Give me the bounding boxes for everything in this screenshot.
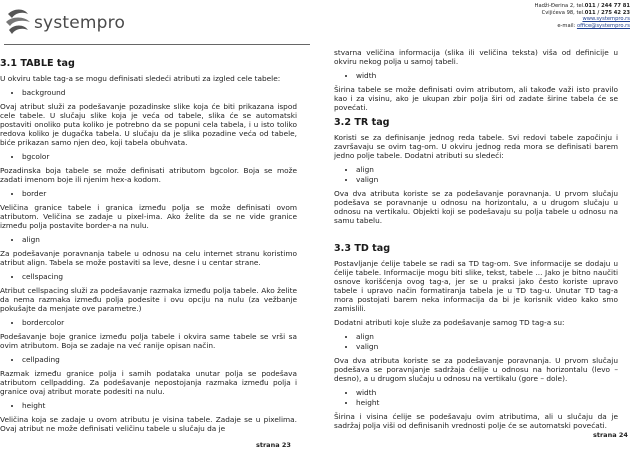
attribute-description: Ovaj atribut služi za podešavanje pozadinske slike koja će biti prikazana ispod cele tabele. U slučaju slike koja je veća od tabele, slika će se automatski postaviti onoliko puta koliko je potrebno da se popuni cela tabela, i u isto toliko redova koliko je dugačka tabela. U slučaju da je slika pozadine veća od tabele, biće prikazan samo njen deo, koji tabela obuhvata. <box>0 102 297 147</box>
email-line[interactable]: e-mail: office@systempro.rs <box>557 22 630 29</box>
attribute-list <box>334 332 618 351</box>
td-alignment-description: Ova dva atributa koriste se za podešavanje poravnanja. U prvom slučaju podešava se poravnjanje sadržaja ćelije u odnosu na horizontalu (levo – desno), a u drugom slučaju u odnosu na vertikalu (gore – dole). <box>334 356 618 383</box>
continuation-paragraph: stvarna veličina informacija (slika ili veličina teksta) viša od definicije u okviru nekog polja u samoj tabeli. <box>334 48 618 66</box>
attribute-item: • height <box>22 401 297 410</box>
attribute-list <box>0 152 297 161</box>
attribute-description: Širina tabele se može definisati ovim atributom, ali takođe važi isto pravilo kao i za visinu, ako je ukupan zbir polja širi od zadate širine tabela će se povećati. <box>334 85 618 112</box>
attribute-item: • bgcolor <box>22 152 297 161</box>
td-size-description: Širina i visina ćelije se podešavaju ovim atributima, ali u slučaju da je sadržaj polja viši od definisanih vrednosti polje će se automatski povećati. <box>334 412 618 430</box>
attribute-description: Veličina koja se zadaje u ovom atributu je visina tabele. Zadaje se u pixelima. Ovaj atribut ne može definisati veličinu tabele u slučaju da je <box>0 415 297 433</box>
attribute-list <box>0 355 297 364</box>
left-page-column <box>0 48 297 438</box>
systempro-logo-icon <box>4 6 32 40</box>
tr-alignment-description: Ova dva atributa koriste se za podešavanje poravnanja. U prvom slučaju podešava se poravnanje u odnosu na horizontalu, a u drugom slučaju u odnosu na vertikalu. Objekti koji se podešavaju su polja tabele u odnosu na samu tabelu. <box>334 189 618 225</box>
header-divider <box>4 44 310 45</box>
systempro-logo <box>4 6 124 42</box>
attribute-item: • cellpading <box>22 355 297 364</box>
attribute-item: • valign <box>356 342 618 351</box>
logo-wordmark: systempro <box>34 13 126 33</box>
attribute-list <box>334 165 618 184</box>
td-attributes-intro: Dodatni atributi koje služe za podešavanje samog TD tag-a su: <box>334 318 565 327</box>
intro-paragraph: U okviru table tag-a se mogu definisati sledeći atributi za izgled cele tabele: <box>0 74 281 83</box>
td-description: Postavljanje ćelije tabele se radi sa TD tag-om. Sve informacije se dodaju u ćelije tabele. Informacije mogu biti slike, tekst, tabele ... Jako je bitno naučiti osnove korišćenja ovog tag-a, jer se u praksi jako često koriste upravo tabele i upravo način formatiranja tabela je u TD tag-u. Unutar TD tag-a mora postojati barem neka informacija da bi je korisnik video kako smo zamislili. <box>334 259 618 313</box>
attribute-item: • bordercolor <box>22 318 297 327</box>
section-title-td-tag: 3.3 TD tag <box>334 243 391 254</box>
attribute-description: Pozadinska boja tabele se može definisati atributom bgcolor. Boja se može zadati imenom boje ili njenim hex-a kodom. <box>0 166 297 184</box>
page-number-left: strana 23 <box>256 441 291 449</box>
attribute-list <box>0 88 297 97</box>
attribute-item: • align <box>356 332 618 341</box>
attribute-item: • height <box>356 398 618 407</box>
section-spacer <box>334 230 618 238</box>
attribute-item: • border <box>22 189 297 198</box>
attribute-item: • width <box>356 71 618 80</box>
attribute-item: • width <box>356 388 618 397</box>
attribute-item: • background <box>22 88 297 97</box>
attribute-item: • align <box>356 165 618 174</box>
attribute-list <box>0 189 297 198</box>
tr-description: Koristi se za definisanje jednog reda tabele. Svi redovi tabele započinju i završavaju se ovim tag-om. U okviru jednog reda mora se definisati barem jedno polje tabele. Dodatni atributi su sledeći: <box>334 133 618 160</box>
attribute-description: Atribut cellspacing služi za podešavanje razmaka između polja tabele. Ako želite da nema razmaka između polja podesite i ovu opciju na nulu (za vežbanje pokušajte da menjate ove parametre.) <box>0 286 297 313</box>
section-title-tr-tag: 3.2 TR tag <box>334 117 390 128</box>
right-page-column <box>334 48 618 435</box>
attribute-item: • valign <box>356 175 618 184</box>
attribute-list <box>334 71 618 80</box>
attribute-item: • align <box>22 235 297 244</box>
attribute-list <box>0 401 297 410</box>
contact-line-1: Hadži-Đerina 2, tel.011 / 244 77 81 <box>534 3 630 9</box>
page-number-right: strana 24 <box>593 431 628 439</box>
website-link[interactable]: www.systempro.rs <box>582 16 630 23</box>
attribute-description: Za podešavanje poravnanja tabele u odnosu na celu internet stranu koristimo atribut align. Tabela se može postaviti sa leve, desne i u centar strane. <box>0 249 297 267</box>
attribute-description: Podešavanje boje granice između polja tabele i okvira same tabele se vrši sa ovim atributom. Boja se zadaje na već ranije opisan način. <box>0 332 297 350</box>
section-title-table-tag: 3.1 TABLE tag <box>0 58 75 69</box>
attribute-description: Razmak između granice polja i samih podataka unutar polja se podešava atributom cellpadding. Za podešavanje nepostojanja razmaka između polja i granice ovaj atribut morate podesiti na nulu. <box>0 369 297 396</box>
attribute-description: Veličina granice tabele i granica između polja se može definisati ovom atributom. Veličina se zadaje u pixel-ima. Ako želite da se ne vide granice između polja postavite border-a na nulu. <box>0 203 297 230</box>
attribute-list <box>0 318 297 327</box>
attribute-item: • cellspacing <box>22 272 297 281</box>
contact-info <box>535 3 630 29</box>
attribute-list <box>0 272 297 281</box>
page-header <box>0 0 638 46</box>
attribute-list <box>0 235 297 244</box>
attribute-list <box>334 388 618 407</box>
contact-line-2: Cvijićeva 98, tel.011 / 275 42 23 <box>541 9 630 16</box>
